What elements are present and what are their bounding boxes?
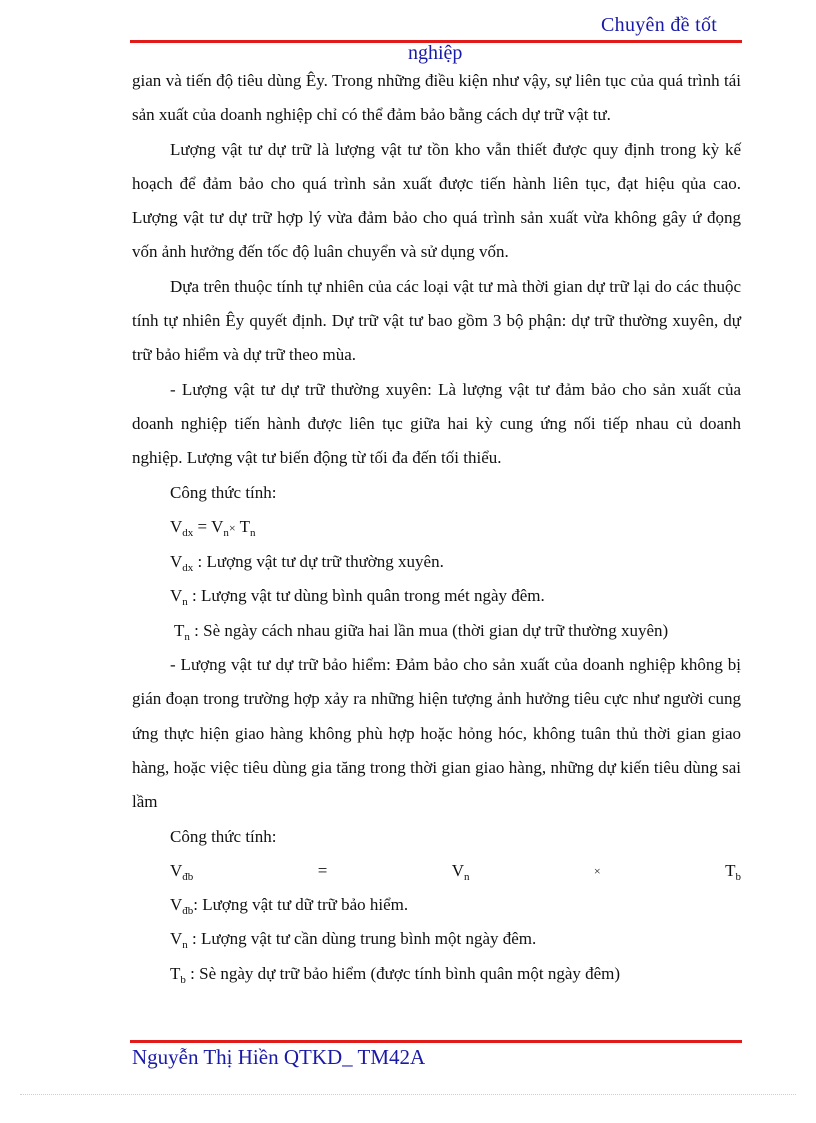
paragraph-5: - Lượng vật tư dự trữ bảo hiểm: Đảm bảo cho sản xuất của doanh nghiệp không bị gián đoạn trong trường hợp xảy ra những hiện tượng ảnh hưởng tiêu cực như người cung ứng thực hiện giao hàng không phù hợp hoặc hỏng hóc, không tuân thủ thời gian giao hàng, hoặc việc tiêu dùng gia tăng trong thời gian giao hàng, những dự kiến tiêu dùng sai lầm (132, 655, 741, 812)
formula-label-2: Công thức tính: (170, 826, 277, 846)
footer-author: Nguyễn Thị Hiền QTKD_ TM42A (132, 1045, 426, 1069)
paragraph-2: Lượng vật tư dự trữ là lượng vật tư tồn kho vẫn thiết được quy định trong kỳ kế hoạch để đảm bảo cho quá trình sản xuất được tiến hành liên tục, đạt hiệu qủa cao. Lượng vật tư dự trữ hợp lý vừa đảm bảo cho quá trình sản xuất vừa không gây ứ đọng vốn ảnh hưởng đến tốc độ luân chuyển và sử dụng vốn. (132, 139, 741, 262)
formula-1: $V_{dx} = V_n\times T_n$ (170, 516, 256, 539)
definition-tn: $T_n$ : Sè ngày cách nhau giữa hai lần mua (thời gian dự trữ thường xuyên) (174, 620, 669, 643)
definition-tb: $T_b$ : Sè ngày dự trữ bảo hiểm (được tính bình quân một ngày đêm) (170, 963, 621, 986)
page-bottom-divider (20, 1094, 796, 1095)
header-title: Chuyên đề tốt (601, 14, 718, 36)
definition-vn: $V_n$ : Lượng vật tư dùng bình quân trong mét ngày đêm. (170, 586, 545, 609)
paragraph-3: Dựa trên thuộc tính tự nhiên của các loại vật tư mà thời gian dự trữ lại do các thuộc tính tự nhiên Êy quyết định. Dự trữ vật tư bao gồm 3 bộ phận: dự trữ thường xuyên, dự trữ bảo hiểm và dự trữ theo mùa. (132, 276, 741, 365)
formula-2: $V_{đb}$ = $V_n$ × $T_b$ (170, 860, 741, 883)
paragraph-1: gian và tiến độ tiêu dùng Êy. Trong những điều kiện như vậy, sự liên tục của quá trình tái sản xuất của doanh nghiệp chỉ có thể đảm bảo bằng cách dự trữ vật tư. (132, 71, 741, 125)
footer-rule (130, 1040, 742, 1043)
definition-vn-2: $V_n$ : Lượng vật tư cần dùng trung bình một ngày đêm. (170, 929, 537, 952)
definition-vdx: $V_{dx}$ : Lượng vật tư dự trữ thường xuyên. (170, 552, 444, 575)
document-body (132, 64, 741, 991)
paragraph-4: - Lượng vật tư dự trữ thường xuyên: Là lượng vật tư đảm bảo cho sản xuất của doanh nghiệp tiến hành được liên tục giữa hai kỳ cung ứng nối tiếp nhau củ doanh nghiệp. Lượng vật tư biến động từ tối đa đến tối thiểu. (132, 379, 741, 468)
header-title-continued: nghiệp (408, 42, 463, 64)
definition-vdb: $V_{đb}$: Lượng vật tư dữ trữ bảo hiểm. (170, 895, 409, 918)
formula-label-1: Công thức tính: (170, 482, 277, 502)
